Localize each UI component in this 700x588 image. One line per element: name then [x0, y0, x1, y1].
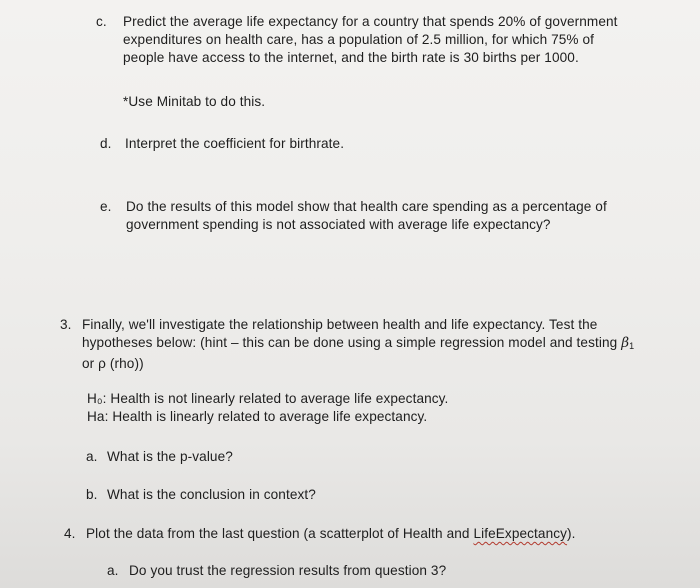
question-3-text [60, 316, 634, 373]
question-2c-text [96, 13, 618, 67]
question-4a-text: Do you trust the regression results from question 3? [129, 563, 447, 578]
minitab-note: *Use Minitab to do this. [123, 94, 266, 109]
alternative-hypothesis: Ha: Health is linearly related to average life expectancy. [87, 409, 428, 424]
question-3a [86, 448, 233, 466]
null-hypothesis: H₀: Health is not linearly related to average life expectancy. [87, 391, 449, 406]
question-4a [107, 562, 446, 580]
list-marker: b. [86, 487, 98, 502]
list-marker: d. [100, 136, 112, 151]
question-4-text [64, 525, 576, 543]
list-marker: 4. [64, 526, 76, 541]
question-2d [100, 135, 344, 153]
question-2e-line-2: government spending is not associated with average life expectancy? [126, 217, 551, 232]
question-2e-line-1: Do the results of this model show that health care spending as a percentage of [126, 199, 607, 214]
question-4-text-after: ). [567, 526, 576, 541]
question-2c-line-3: people have access to the internet, and the birth rate is 30 births per 1000. [123, 50, 579, 65]
question-4-text-before: Plot the data from the last question (a scatterplot of Health and [86, 526, 474, 541]
list-marker: 3. [60, 317, 72, 332]
question-3b-text: What is the conclusion in context? [107, 487, 316, 502]
question-3 [60, 316, 634, 373]
list-marker: e. [100, 199, 112, 214]
question-3-line-1: Finally, we'll investigate the relationship between health and life expectancy. Test the [82, 317, 598, 332]
hypotheses [87, 390, 448, 426]
question-3b [86, 486, 316, 504]
question-2e-text [100, 198, 607, 234]
question-2e [100, 198, 607, 234]
beta-subscript: 1 [629, 341, 635, 351]
question-3-line-2-text: hypotheses below: (hint – this can be done using a simple regression model and testing [82, 335, 622, 350]
question-2c-line-2: expenditures on health care, has a population of 2.5 million, for which 75% of [123, 32, 595, 47]
spellcheck-underlined-word: LifeExpectancy [473, 526, 568, 541]
beta-symbol: β [621, 335, 630, 351]
question-4 [64, 525, 576, 543]
question-2d-text: Interpret the coefficient for birthrate. [125, 136, 345, 151]
question-3-line-2 [82, 334, 634, 355]
list-marker: a. [86, 449, 98, 464]
question-3a-text: What is the p-value? [107, 449, 233, 464]
question-2c [96, 13, 618, 67]
list-marker: a. [107, 563, 119, 578]
list-marker: c. [96, 14, 107, 29]
question-3-line-3: or ρ (rho)) [82, 356, 144, 371]
question-2c-line-1: Predict the average life expectancy for a country that spends 20% of government [123, 14, 618, 29]
